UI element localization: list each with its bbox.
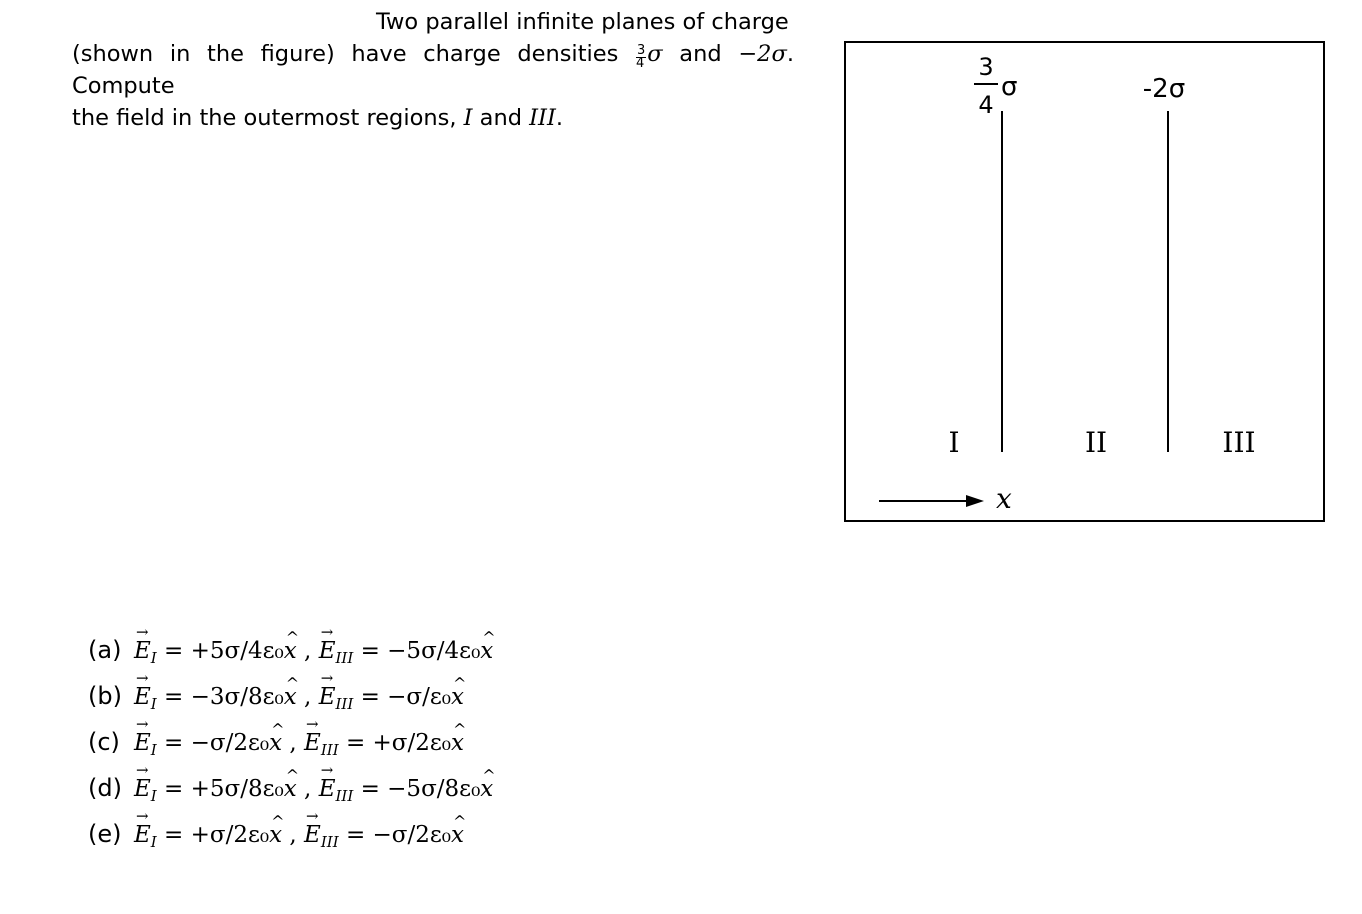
sigma-symbol: σ (647, 41, 663, 67)
question-text-part: . (555, 105, 563, 131)
region-i-label: I (948, 426, 960, 459)
question-text (72, 6, 794, 134)
question-text-part: the field in the outermost regions, (72, 105, 464, 131)
choice-label: (d) (88, 774, 122, 802)
question-text-part: and (662, 41, 739, 67)
choice-e1-value: = −σ/2ε₀ (164, 730, 270, 756)
choice-label: (b) (88, 682, 122, 710)
choice-label: (c) (88, 728, 120, 756)
choice-e3-value: = −5σ/4ε₀ (360, 638, 481, 664)
region-i-ref: I (463, 105, 473, 131)
region-iii-label: III (1222, 426, 1256, 459)
choice-label: (e) (88, 820, 122, 848)
choice-equation: → $E_I$ = −3σ/8ε₀^ x , → $E_{III}$ = −σ/ε₀^ x (134, 684, 464, 713)
question-text-part: (shown in the figure) have charge densities (72, 41, 635, 67)
question-text-part: and (472, 105, 530, 131)
question-line-2 (72, 38, 794, 102)
charge-planes-figure (844, 41, 1325, 522)
choice-e[interactable] (88, 820, 493, 866)
choice-e1-value: = +5σ/8ε₀ (164, 776, 284, 802)
choice-e3-value: = +σ/2ε₀ (345, 730, 452, 756)
choice-equation: → $E_I$ = −σ/2ε₀^ x , → $E_{III}$ = +σ/2ε₀^ x (134, 730, 464, 759)
choice-e1-value: = +5σ/4ε₀ (164, 638, 284, 664)
choice-e1-value: = +σ/2ε₀ (164, 822, 270, 848)
choice-equation: → $E_I$ = +5σ/8ε₀^ x , → $E_{III}$ = −5σ/8ε₀^ x (134, 776, 493, 805)
answer-choices (88, 636, 493, 866)
question-text-part: . Compute (72, 41, 794, 99)
question-line-3 (72, 102, 794, 134)
plane1-sigma: σ (1001, 72, 1018, 102)
plane1-frac-den: 4 (978, 91, 994, 119)
plane1-frac-num: 3 (978, 53, 994, 81)
choice-e3-value: = −σ/ε₀ (360, 684, 452, 710)
minus-two-sigma: −2σ (738, 41, 787, 67)
choice-equation: → $E_I$ = +σ/2ε₀^ x , → $E_{III}$ = −σ/2ε₀^ x (134, 822, 464, 851)
choice-label: (a) (88, 636, 122, 664)
plane2-label: -2σ (1142, 74, 1186, 104)
choice-equation: → $E_I$ = +5σ/4ε₀^ x , → $E_{III}$ = −5σ/4ε₀^ x (134, 638, 493, 667)
choice-e3-value: = −σ/2ε₀ (345, 822, 452, 848)
x-axis-label: x (996, 482, 1012, 515)
question-line-1: Two parallel infinite planes of charge (376, 9, 789, 35)
fraction-three-quarters: $\frac{3}{4}$ (636, 43, 646, 71)
region-iii-ref: III (529, 105, 556, 131)
choice-e3-value: = −5σ/8ε₀ (360, 776, 481, 802)
choice-e1-value: = −3σ/8ε₀ (164, 684, 284, 710)
region-ii-label: II (1084, 426, 1108, 459)
